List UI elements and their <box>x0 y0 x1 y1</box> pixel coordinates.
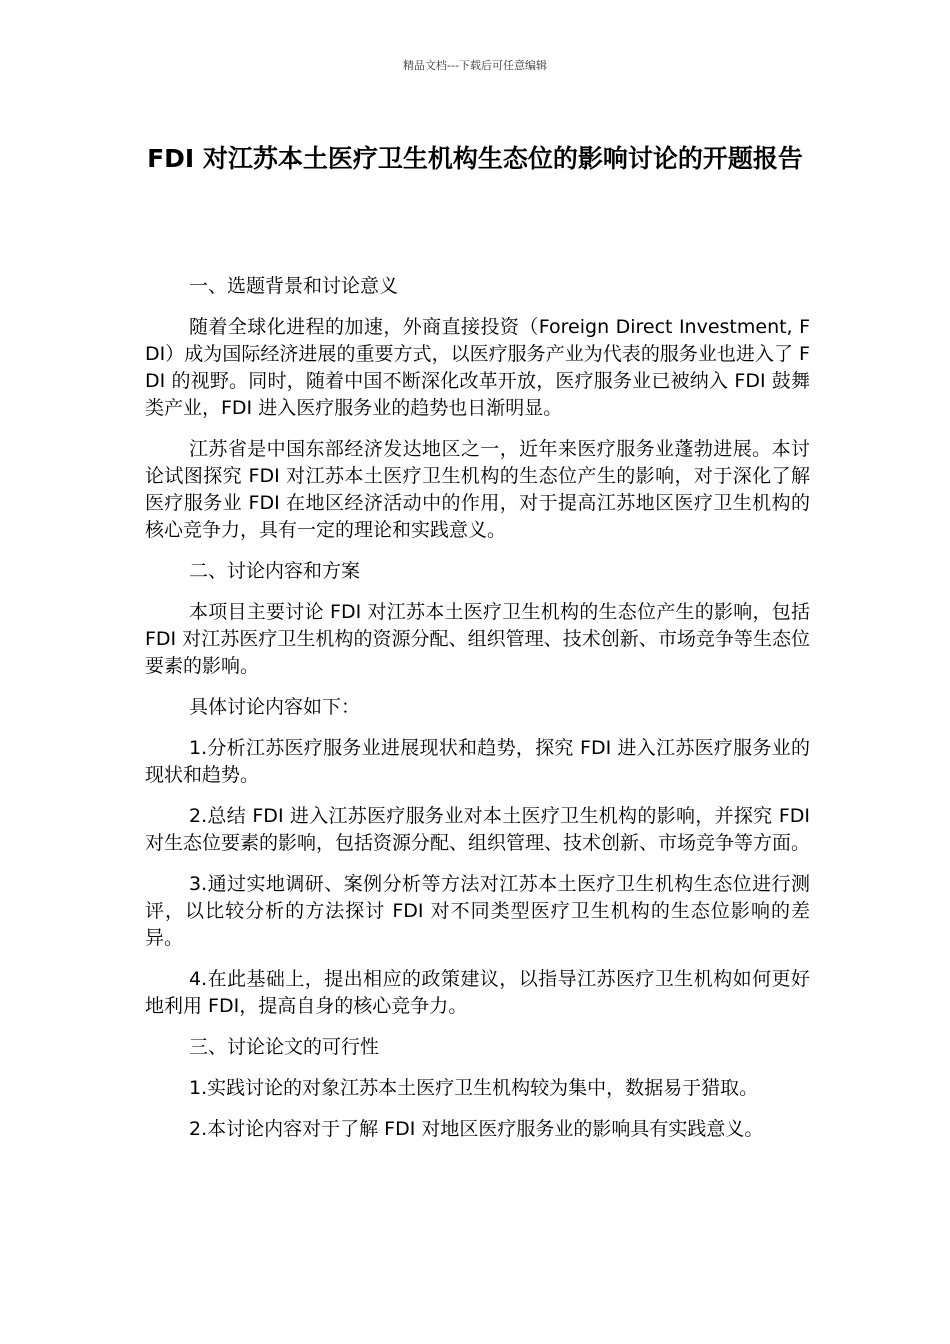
paragraph-significance: 江苏省是中国东部经济发达地区之一，近年来医疗服务业蓬勃进展。本讨论试图探究 FDI 对江苏本土医疗卫生机构的生态位产生的影响，对于深化了解医疗服务业 FDI 在地区经济活动中的作用，对于提高江苏地区医疗卫生机构的核心竞争力，具有一定的理论和实践意义。 <box>145 438 810 541</box>
list-item-3: 3.通过实地调研、案例分析等方法对江苏本土医疗卫生机构生态位进行测评，以比较分析的方法探讨 FDI 对不同类型医疗卫生机构的生态位影响的差异。 <box>145 873 810 949</box>
paragraph-content-overview: 本项目主要讨论 FDI 对江苏本土医疗卫生机构的生态位产生的影响，包括 FDI 对江苏医疗卫生机构的资源分配、组织管理、技术创新、市场竞争等生态位要素的影响。 <box>145 601 810 677</box>
section-heading-feasibility: 三、讨论论文的可行性 <box>189 1036 380 1058</box>
section-heading-background: 一、选题背景和讨论意义 <box>189 275 399 297</box>
list-item-4: 4.在此基础上，提出相应的政策建议，以指导江苏医疗卫生机构如何更好地利用 FDI，提高自身的核心竞争力。 <box>145 968 810 1017</box>
feasibility-item-1: 1.实践讨论的对象江苏本土医疗卫生机构较为集中，数据易于猎取。 <box>189 1077 759 1099</box>
document-body <box>145 273 810 1157</box>
header-note: 精品文档---下载后可任意编辑 <box>403 59 547 72</box>
document-title: FDI 对江苏本土医疗卫生机构生态位的影响讨论的开题报告 <box>147 144 803 173</box>
section-heading-content: 二、讨论内容和方案 <box>189 560 361 582</box>
paragraph-background: 随着全球化进程的加速，外商直接投资（Foreign Direct Investment, FDI）成为国际经济进展的重要方式，以医疗服务产业为代表的服务业也进入了 FDI 的视野。同时，随着中国不断深化改革开放，医疗服务业已被纳入 FDI 鼓舞类产业，FDI 进入医疗服务业的趋势也日渐明显。 <box>145 316 810 419</box>
paragraph-content-intro: 具体讨论内容如下： <box>189 696 361 718</box>
list-item-1: 1.分析江苏医疗服务业进展现状和趋势，探究 FDI 进入江苏医疗服务业的现状和趋势。 <box>145 737 810 786</box>
list-item-2: 2.总结 FDI 进入江苏医疗服务业对本土医疗卫生机构的影响，并探究 FDI 对生态位要素的影响，包括资源分配、组织管理、技术创新、市场竞争等方面。 <box>145 805 811 854</box>
feasibility-item-2: 2.本讨论内容对于了解 FDI 对地区医疗服务业的影响具有实践意义。 <box>189 1118 764 1140</box>
